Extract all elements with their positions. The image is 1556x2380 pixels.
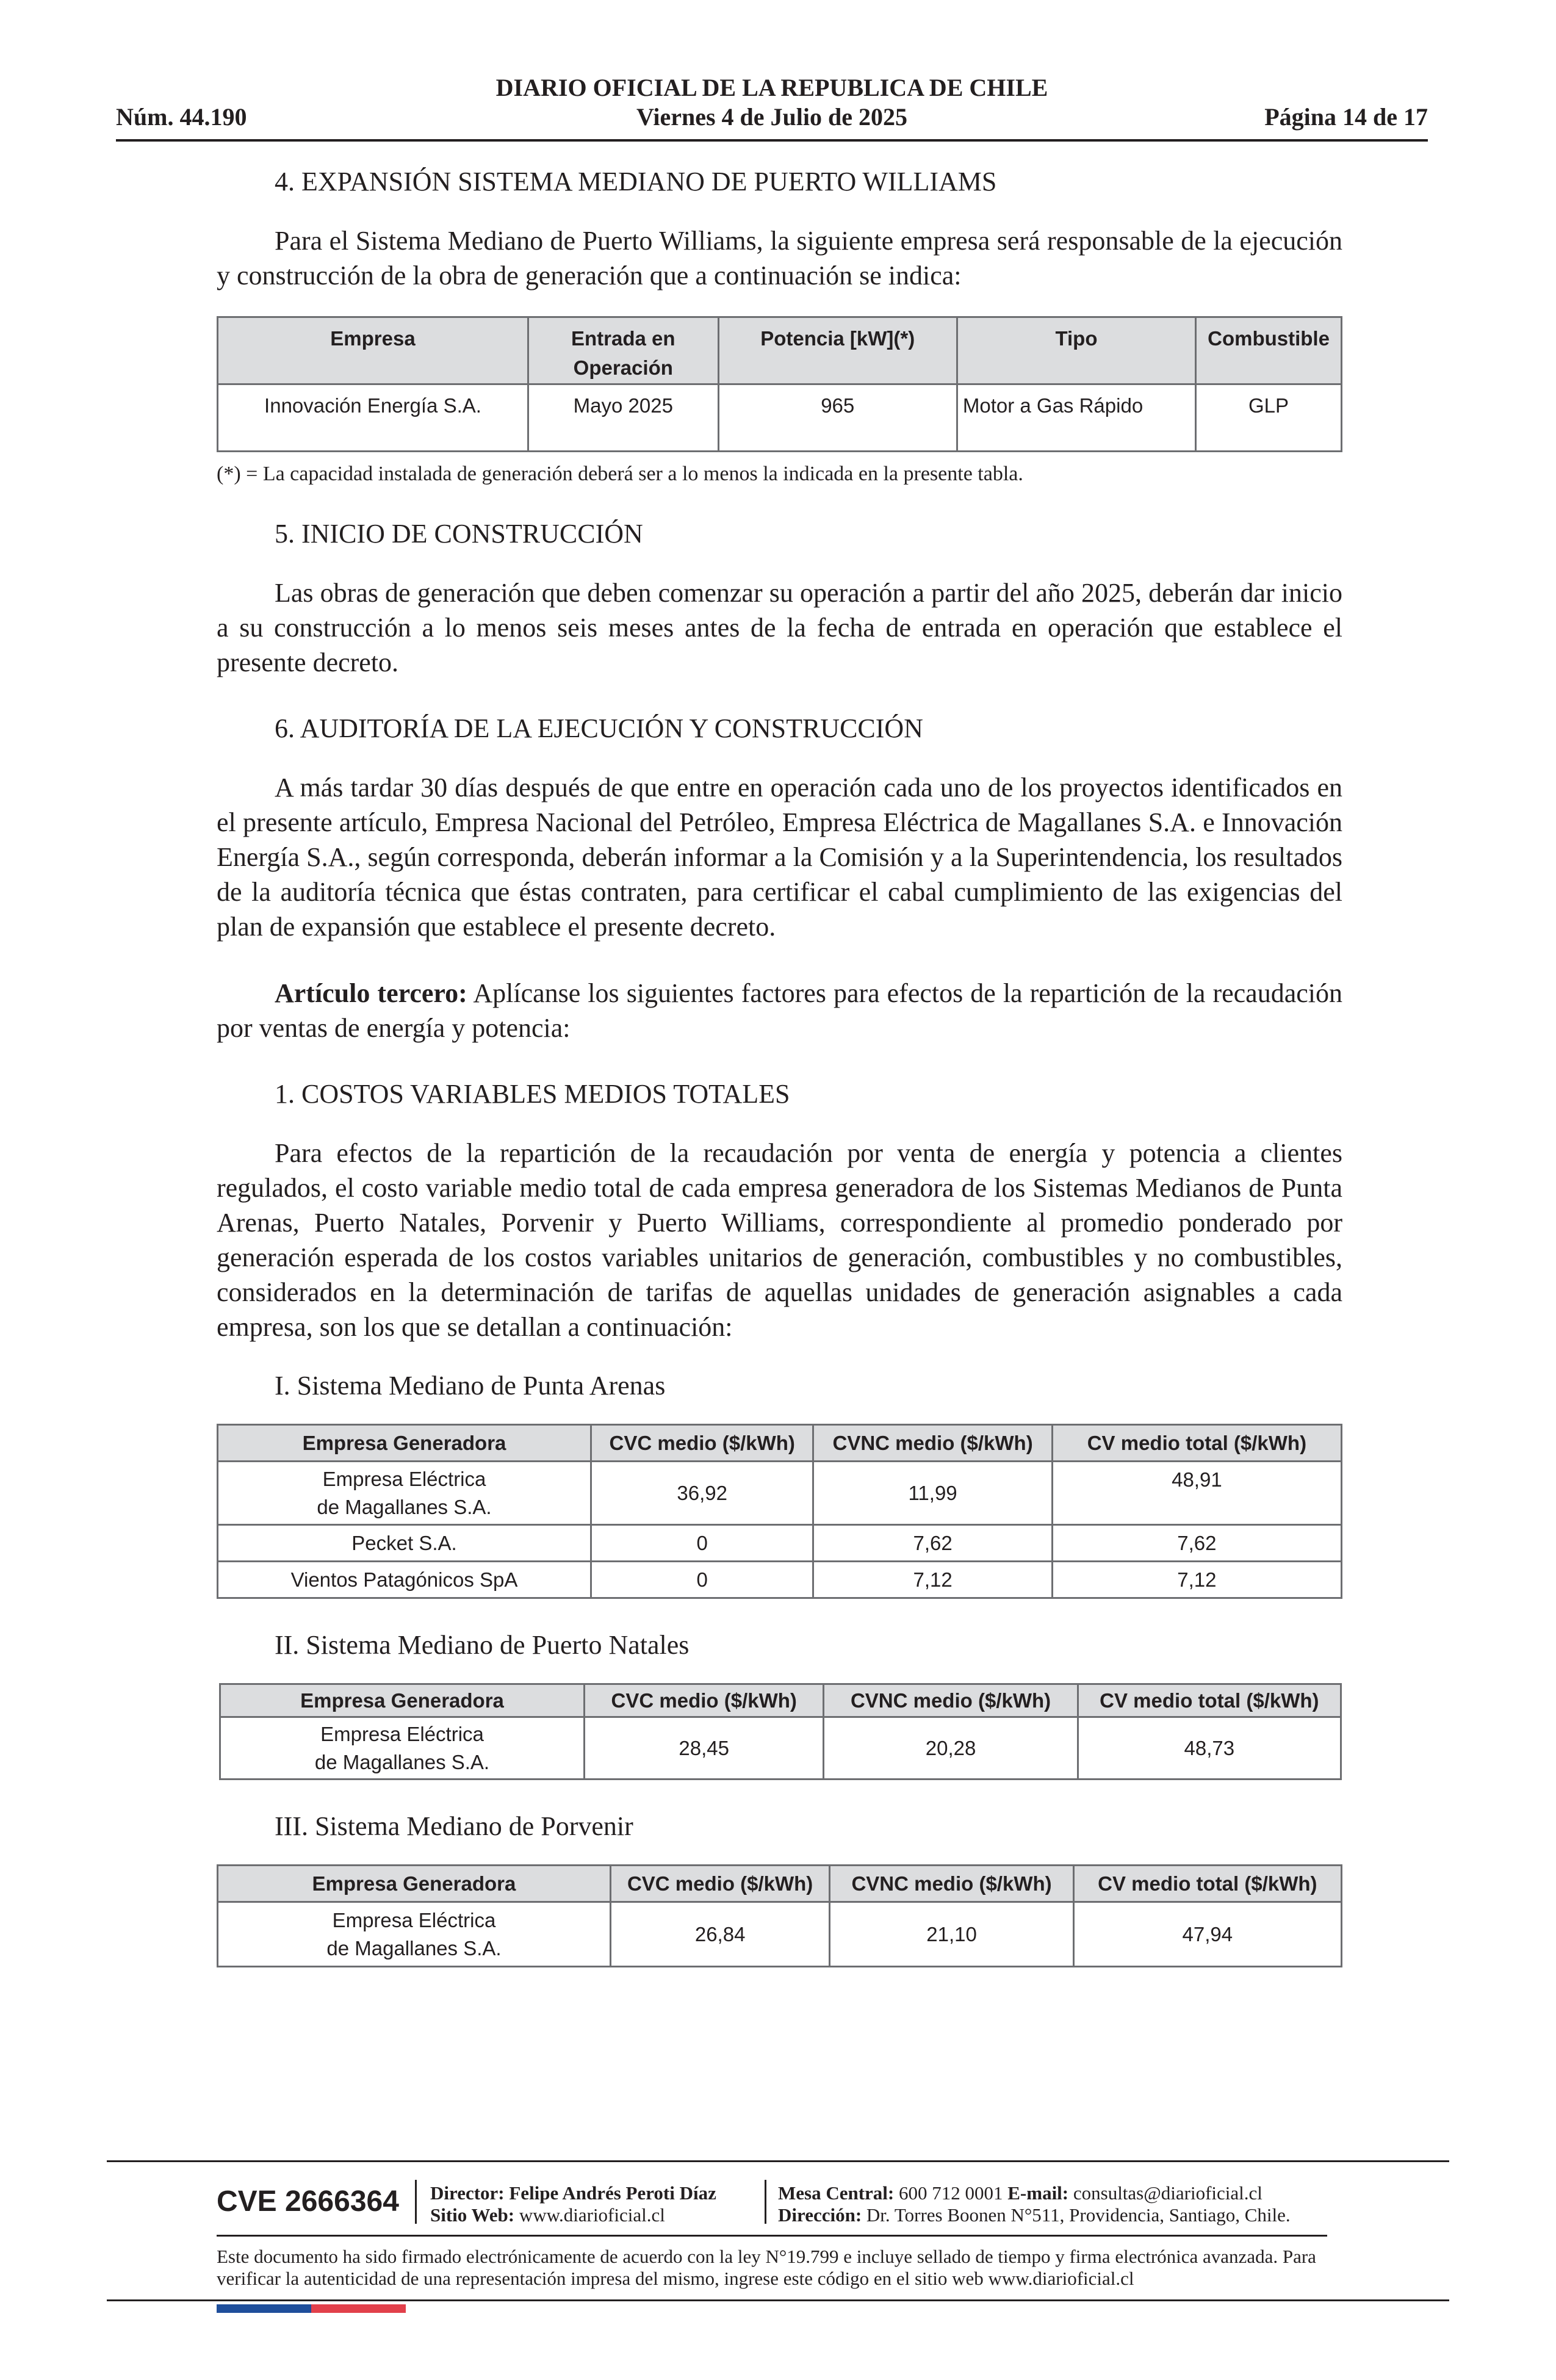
document-body xyxy=(217,165,1342,1967)
table-cell: Empresa Eléctrica de Magallanes S.A. xyxy=(218,1902,611,1967)
table-cell: Motor a Gas Rápido xyxy=(957,384,1195,452)
table-row xyxy=(220,1717,1341,1780)
site-label: Sitio Web: xyxy=(430,2204,515,2226)
footer-divider xyxy=(217,2235,1327,2237)
column-header: CVC medio ($/kWh) xyxy=(585,1684,824,1717)
table-row xyxy=(218,1525,1342,1562)
cve-code: CVE 2666364 xyxy=(217,2185,399,2218)
site-link[interactable]: www.diarioficial.cl xyxy=(519,2204,665,2226)
table-row xyxy=(218,1902,1342,1967)
costs-heading: 1. COSTOS VARIABLES MEDIOS TOTALES xyxy=(275,1079,790,1109)
table-cell: 0 xyxy=(591,1562,813,1598)
column-header: CV medio total ($/kWh) xyxy=(1052,1425,1341,1462)
table-header-row xyxy=(218,1866,1342,1902)
section-4-paragraph: Para el Sistema Mediano de Puerto Williams, la siguiente empresa será responsable de la ejecución y construcción de la obra de generación que a continuación se indica: xyxy=(217,226,1342,290)
table-cell: 7,62 xyxy=(813,1525,1052,1562)
table-cell: Empresa Eléctrica de Magallanes S.A. xyxy=(220,1717,585,1780)
column-header: CVNC medio ($/kWh) xyxy=(830,1866,1073,1902)
signature-notice: Este documento ha sido firmado electrónicamente de acuerdo con la ley N°19.799 e incluye sellado de tiempo y firma electrónica avanzada. Para verificar la autenticidad de una representación impresa del mismo, ingrese este código en el sitio web www.diarioficial.cl xyxy=(217,2246,1316,2289)
table-cell: 20,28 xyxy=(824,1717,1078,1780)
phone-label: Mesa Central: xyxy=(778,2182,895,2204)
table-cell: 7,12 xyxy=(1052,1562,1341,1598)
footer-divider xyxy=(107,2160,1449,2162)
table-footnote: (*) = La capacidad instalada de generación deberá ser a lo menos la indicada en la presente tabla. xyxy=(217,463,1023,485)
puerto-natales-title: II. Sistema Mediano de Puerto Natales xyxy=(275,1630,690,1660)
director-label: Director: xyxy=(430,2182,505,2204)
punta-arenas-title: I. Sistema Mediano de Punta Arenas xyxy=(275,1371,666,1401)
director-name: Felipe Andrés Peroti Díaz xyxy=(509,2182,716,2204)
address-label: Dirección: xyxy=(778,2204,862,2226)
address-text: Dr. Torres Boonen N°511, Providencia, Santiago, Chile. xyxy=(866,2204,1291,2226)
porvenir-title: III. Sistema Mediano de Porvenir xyxy=(275,1811,633,1841)
table-cell: 7,12 xyxy=(813,1562,1052,1598)
table-cell: Vientos Patagónicos SpA xyxy=(218,1562,591,1598)
table-cell: 965 xyxy=(718,384,957,452)
porvenir-table xyxy=(217,1864,1342,1967)
section-5-paragraph: Las obras de generación que deben comenzar su operación a partir del año 2025, deberán dar inicio a su construcción a lo menos seis meses antes de la fecha de entrada en operación que establece el presente decreto. xyxy=(217,578,1342,677)
table-cell: Innovación Energía S.A. xyxy=(218,384,528,452)
footer-director-block xyxy=(430,2182,716,2226)
table-cell: 47,94 xyxy=(1073,1902,1341,1967)
issue-date: Viernes 4 de Julio de 2025 xyxy=(636,103,908,131)
column-header: Potencia [kW](*) xyxy=(718,317,957,384)
puerto-natales-table xyxy=(219,1683,1342,1780)
footer-contact-block xyxy=(778,2182,1291,2226)
table-cell: 48,91 xyxy=(1052,1462,1341,1525)
table-cell: 26,84 xyxy=(610,1902,829,1967)
header-divider xyxy=(116,139,1428,142)
table-row xyxy=(218,1462,1342,1525)
column-header: CVC medio ($/kWh) xyxy=(591,1425,813,1462)
column-header: Combustible xyxy=(1196,317,1342,384)
table-cell: 7,62 xyxy=(1052,1525,1341,1562)
column-header: CV medio total ($/kWh) xyxy=(1078,1684,1341,1717)
column-header: CVNC medio ($/kWh) xyxy=(824,1684,1078,1717)
article-3-text: Aplícanse los siguientes factores para efectos de la repartición de la recaudación por ventas de energía y potencia: xyxy=(217,978,1342,1043)
table-row xyxy=(218,1562,1342,1598)
article-3-lead: Artículo tercero: xyxy=(275,978,467,1008)
column-header: Entrada en Operación xyxy=(528,317,719,384)
page-number: Página 14 de 17 xyxy=(1264,103,1428,131)
column-header: Empresa Generadora xyxy=(218,1866,611,1902)
column-header: Empresa xyxy=(218,317,528,384)
table-cell: 0 xyxy=(591,1525,813,1562)
table-cell: Empresa Eléctrica de Magallanes S.A. xyxy=(218,1462,591,1525)
footer-separator xyxy=(765,2180,766,2224)
costs-paragraph: Para efectos de la repartición de la recaudación por venta de energía y potencia a clientes regulados, el costo variable medio total de cada empresa generadora de los Sistemas Medianos de Punta Arenas, Puerto Natales, Porvenir y Puerto Williams, correspondiente al promedio ponderado por generación esperada de los costos variables unitarios de generación, combustibles y no combustibles, considerados en la determinación de tarifas de aquellas unidades de generación asignables a cada empresa, son los que se detallan a continuación: xyxy=(217,1138,1342,1342)
column-header: Empresa Generadora xyxy=(220,1684,585,1717)
table-cell: GLP xyxy=(1196,384,1342,452)
flag-stripe-blue xyxy=(217,2304,311,2313)
section-4-heading: 4. EXPANSIÓN SISTEMA MEDIANO DE PUERTO WILLIAMS xyxy=(275,167,997,197)
table-cell: 36,92 xyxy=(591,1462,813,1525)
column-header: CVC medio ($/kWh) xyxy=(610,1866,829,1902)
email-link[interactable]: consultas@diarioficial.cl xyxy=(1073,2182,1262,2204)
column-header: Empresa Generadora xyxy=(218,1425,591,1462)
section-6-paragraph: A más tardar 30 días después de que entre en operación cada uno de los proyectos identificados en el presente artículo, Empresa Nacional del Petróleo, Empresa Eléctrica de Magallanes S.A. e Innovación Energía S.A., según corresponda, deberán informar a la Comisión y a la Superintendencia, los resultados de la auditoría técnica que éstas contraten, para certificar el cabal cumplimiento de las exigencias del plan de expansión que establece el presente decreto. xyxy=(217,773,1342,942)
article-3-paragraph xyxy=(217,976,1342,1045)
table-header-row xyxy=(218,317,1342,384)
email-label: E-mail: xyxy=(1007,2182,1069,2204)
column-header: CVNC medio ($/kWh) xyxy=(813,1425,1052,1462)
gazette-title: DIARIO OFICIAL DE LA REPUBLICA DE CHILE xyxy=(495,74,1048,101)
table-cell: 48,73 xyxy=(1078,1717,1341,1780)
flag-stripe-red xyxy=(311,2304,406,2313)
table-header-row xyxy=(220,1684,1341,1717)
column-header: Tipo xyxy=(957,317,1195,384)
section-5-heading: 5. INICIO DE CONSTRUCCIÓN xyxy=(275,519,643,549)
puerto-williams-table xyxy=(217,316,1342,452)
table-cell: 21,10 xyxy=(830,1902,1073,1967)
column-header: CV medio total ($/kWh) xyxy=(1073,1866,1341,1902)
footer-divider xyxy=(107,2299,1449,2301)
section-6-heading: 6. AUDITORÍA DE LA EJECUCIÓN Y CONSTRUCCIÓN xyxy=(275,713,923,743)
issue-number: Núm. 44.190 xyxy=(116,103,247,131)
page-header xyxy=(116,73,1428,143)
table-cell: Mayo 2025 xyxy=(528,384,719,452)
table-cell: 28,45 xyxy=(585,1717,824,1780)
table-header-row xyxy=(218,1425,1342,1462)
punta-arenas-table xyxy=(217,1424,1342,1599)
table-cell: Pecket S.A. xyxy=(218,1525,591,1562)
footer-separator xyxy=(415,2180,417,2224)
table-cell: 11,99 xyxy=(813,1462,1052,1525)
phone-number: 600 712 0001 xyxy=(899,2182,1003,2204)
table-row xyxy=(218,384,1342,452)
